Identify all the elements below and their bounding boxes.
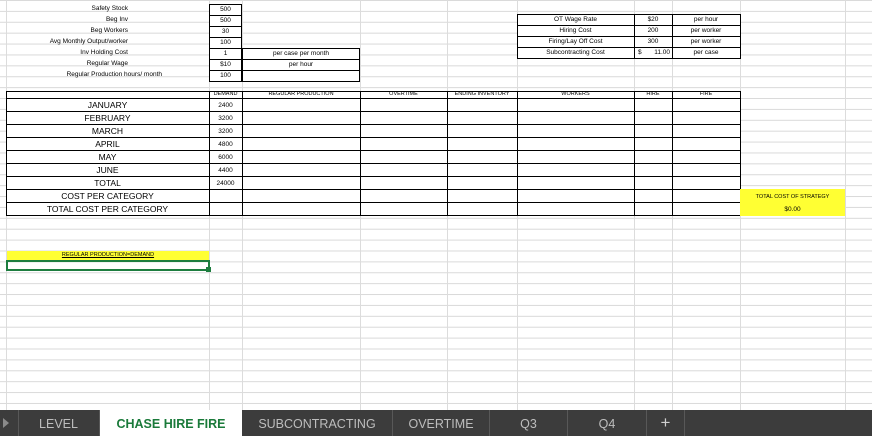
fill-handle[interactable]	[206, 267, 211, 272]
param-label: Beg Inv	[105, 16, 128, 23]
cost-value-cell[interactable]: 11.00	[654, 49, 670, 56]
param-value-cell[interactable]: 500	[220, 6, 231, 13]
param-value-cell[interactable]: 100	[220, 72, 231, 79]
month-label: MARCH	[91, 126, 124, 136]
total-cost-strategy-label: TOTAL COST OF STRATEGY	[755, 194, 830, 200]
month-label: APRIL	[95, 139, 120, 149]
cost-label: OT Wage Rate	[554, 16, 597, 23]
cost-value-cell[interactable]: 300	[647, 38, 659, 45]
param-value-cell[interactable]: 500	[220, 17, 231, 24]
workers-column	[517, 91, 635, 216]
cost-note: per case	[693, 49, 719, 56]
formula-note-text: REGULAR PRODUCTION=DEMAND	[61, 252, 155, 258]
param-label: Safety Stock	[91, 5, 128, 12]
cost-label: Firing/Lay Off Cost	[548, 38, 603, 45]
demand-cell[interactable]: 3200	[218, 128, 233, 135]
month-label: JANUARY	[87, 100, 128, 110]
tab-q4[interactable]: Q4	[568, 410, 647, 436]
param-value-cell[interactable]: 30	[221, 28, 230, 35]
param-label: Regular Production hours/ month	[66, 71, 162, 78]
header-hire: HIRE	[646, 91, 660, 97]
cost-note: per worker	[690, 27, 722, 34]
demand-cell[interactable]: 4800	[218, 141, 233, 148]
header-regular-production: REGULAR PRODUCTION	[268, 91, 334, 97]
header-overtime: OVERTIME	[389, 91, 418, 97]
param-label: Beg Workers	[90, 27, 128, 34]
demand-cell[interactable]: 6000	[218, 154, 233, 161]
param-value-cell[interactable]: 1	[223, 50, 228, 57]
param-label: Regular Wage	[86, 60, 128, 67]
cost-label: Hiring Cost	[559, 27, 592, 34]
demand-cell[interactable]: 2400	[218, 102, 233, 109]
month-label: JUNE	[96, 165, 119, 175]
cost-label: Subcontracting Cost	[546, 49, 605, 56]
param-note: per hour	[288, 61, 314, 68]
param-value-cell[interactable]: 100	[220, 39, 231, 46]
selected-cell[interactable]	[6, 260, 210, 271]
param-label: Inv Holding Cost	[80, 49, 128, 56]
hire-fire-columns	[634, 91, 741, 216]
header-fire: FIRE	[699, 91, 713, 97]
header-demand: DEMAND	[213, 91, 238, 97]
play-arrow-icon	[3, 418, 9, 428]
tab-q3[interactable]: Q3	[490, 410, 568, 436]
param-label: Avg Monthly Output/worker	[49, 38, 128, 45]
month-label: MAY	[98, 152, 117, 162]
total-label: TOTAL	[94, 178, 121, 188]
total-cost-strategy-value: $0.00	[784, 206, 801, 213]
currency-symbol: $	[638, 49, 642, 56]
param-note: per case per month	[272, 50, 329, 57]
total-cost-per-category-label: TOTAL COST PER CATEGORY	[46, 204, 169, 214]
total-demand-cell[interactable]: 24000	[216, 180, 235, 187]
tab-scroll-left[interactable]	[0, 410, 19, 436]
demand-cell[interactable]: 4400	[218, 167, 233, 174]
tab-overtime[interactable]: OVERTIME	[393, 410, 490, 436]
tab-level[interactable]: LEVEL	[18, 410, 100, 436]
demand-cell[interactable]: 3200	[218, 115, 233, 122]
cost-per-category-label: COST PER CATEGORY	[61, 191, 154, 201]
month-label: FEBRUARY	[84, 113, 131, 123]
sheet-tab-bar	[0, 410, 872, 436]
add-sheet-button[interactable]: +	[647, 410, 685, 436]
header-ending-inventory: ENDING INVENTORY	[454, 91, 510, 97]
cost-note: per worker	[690, 38, 722, 45]
param-value-cell[interactable]: $10	[220, 61, 231, 68]
header-workers: WORKERS	[561, 91, 590, 97]
cost-note: per hour	[693, 16, 719, 23]
cost-value-cell[interactable]: $20	[647, 16, 659, 23]
cost-value-cell[interactable]: 200	[647, 27, 659, 34]
tab-chase-hire-fire[interactable]: CHASE HIRE FIRE	[100, 410, 242, 436]
production-columns	[242, 91, 518, 216]
tab-subcontracting[interactable]: SUBCONTRACTING	[242, 410, 393, 436]
